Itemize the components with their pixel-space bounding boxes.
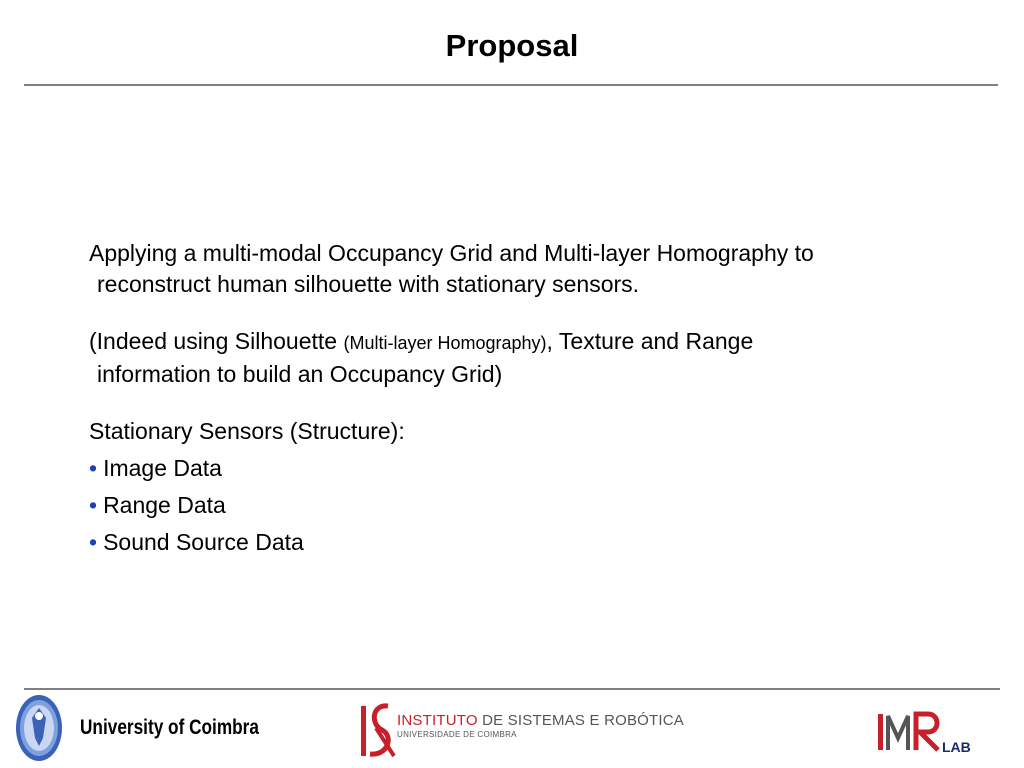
slide-title: Proposal bbox=[445, 28, 579, 63]
paragraph-indeed-part3: , Texture and Range bbox=[546, 328, 754, 354]
list-heading: Stationary Sensors (Structure): bbox=[89, 418, 405, 444]
list-item bbox=[89, 453, 949, 484]
list-item-label: Sound Source Data bbox=[103, 529, 304, 555]
isr-subtitle: UNIVERSIDADE DE COIMBRA bbox=[397, 730, 517, 739]
isr-name-rest: DE SISTEMAS E ROBÓTICA bbox=[477, 712, 685, 729]
mrlab-logo-text: LAB bbox=[942, 739, 971, 755]
paragraph-proposal bbox=[89, 238, 949, 300]
paragraph-indeed-part1: (Indeed using Silhouette bbox=[89, 328, 344, 354]
bullet-icon: • bbox=[89, 455, 98, 481]
paragraph-indeed-line2: information to build an Occupancy Grid) bbox=[97, 361, 503, 387]
paragraph-proposal-line1: Applying a multi-modal Occupancy Grid and Multi-layer Homography to bbox=[89, 240, 814, 266]
list-item-label: Image Data bbox=[103, 455, 222, 481]
isr-logo bbox=[358, 698, 398, 762]
paragraph-proposal-line2: reconstruct human silhouette with stationary sensors. bbox=[97, 271, 640, 297]
list-item bbox=[89, 527, 949, 558]
isr-name-red: INSTITUTO bbox=[397, 712, 478, 729]
title-divider bbox=[24, 84, 998, 86]
bullet-icon: • bbox=[89, 492, 98, 518]
footer-divider bbox=[24, 688, 1000, 690]
isr-name bbox=[397, 712, 684, 729]
paragraph-indeed bbox=[89, 326, 949, 390]
mrlab-logo bbox=[876, 708, 988, 756]
university-name: University of Coimbra bbox=[80, 716, 259, 739]
list-item bbox=[89, 490, 949, 521]
slide-body bbox=[89, 238, 949, 564]
paragraph-indeed-small: (Multi-layer Homography) bbox=[343, 333, 547, 353]
list-item-label: Range Data bbox=[103, 492, 226, 518]
university-seal-logo bbox=[15, 694, 63, 762]
bullet-icon: • bbox=[89, 529, 98, 555]
